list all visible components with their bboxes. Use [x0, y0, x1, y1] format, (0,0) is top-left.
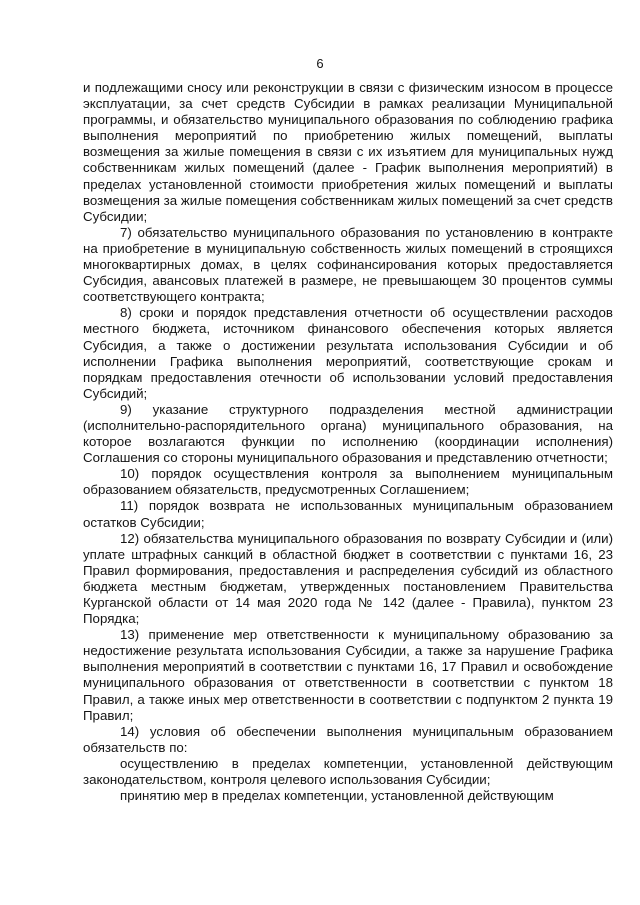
paragraph-item-10: 10) порядок осуществления контроля за выполнением муниципальным образованием обязательств, предусмотренных Соглашением;	[83, 466, 613, 498]
paragraph-item-9: 9) указание структурного подразделения местной администрации (исполнительно-распорядительного органа) муниципального образования, на которое возлагаются функции по исполнению (координации исполнения) Соглашения со стороны муниципального образования и представлению отчетности;	[83, 401, 613, 466]
paragraph-item-8: 8) сроки и порядок представления отчетности об осуществлении расходов местного бюджета, источником финансового обеспечения которых является Субсидия, а также о достижении результата использования Субсидии и об исполнении Графика выполнения мероприятий, соответствующие срокам и порядкам предоставления отечности об использовании условий предоставления Субсидий;	[83, 305, 613, 401]
paragraph-subitem-measures: принятию мер в пределах компетенции, установленной действующим	[120, 788, 554, 804]
paragraph-item-12: 12) обязательства муниципального образования по возврату Субсидии и (или) уплате штрафных санкций в областной бюджет в соответствии с пунктами 16, 23 Правил формирования, предоставления и распределения субсидий из областного бюджета местным бюджетам, утвержденных постановлением Правительства Курганской области от 14 мая 2020 года № 142 (далее - Правила), пунктом 23 Порядка;	[83, 530, 613, 627]
page-number: 6	[316, 56, 324, 71]
document-body	[83, 80, 613, 804]
paragraph-subitem-control: осуществлению в пределах компетенции, установленной действующим законодательством, контроля целевого использования Субсидии;	[83, 755, 613, 788]
paragraph-item-7: 7) обязательство муниципального образования по установлению в контракте на приобретение в муниципальную собственность жилых помещений в строящихся многоквартирных домах, в целях софинансирования которых предоставляется Субсидия, авансовых платежей в размере, не превышающем 30 процентов суммы соответствующего контракта;	[83, 224, 613, 305]
paragraph-item-14: 14) условия об обеспечении выполнения муниципальным образованием обязательств по:	[83, 723, 613, 755]
paragraph-item-11: 11) порядок возврата не использованных муниципальным образованием остатков Субсидии;	[83, 498, 613, 530]
paragraph-continuation: и подлежащими сносу или реконструкции в связи с физическим износом в процессе эксплуатации, за счет средств Субсидии в рамках реализации Муниципальной программы, и обязательство муниципального образования по соблюдению графика выполнения мероприятий по приобретению жилых помещений, выплаты возмещения за жилые помещения в связи с их изъятием для муниципальных нужд собственникам жилых помещений (далее - График выполнения мероприятий) в пределах установленной стоимости приобретения жилых помещений и выплаты возмещения за жилые помещения собственникам жилых помещений за счет средств Субсидии;	[83, 80, 613, 224]
paragraph-item-13: 13) применение мер ответственности к муниципальному образованию за недостижение результата использования Субсидии, а также за нарушение Графика выполнения мероприятий в соответствии с пунктами 16, 17 Правил и освобождение муниципального образования от ответственности в соответствии с пунктом 18 Правил, а также иных мер ответственности в соответствии с подпунктом 2 пункта 19 Правил;	[83, 627, 613, 723]
